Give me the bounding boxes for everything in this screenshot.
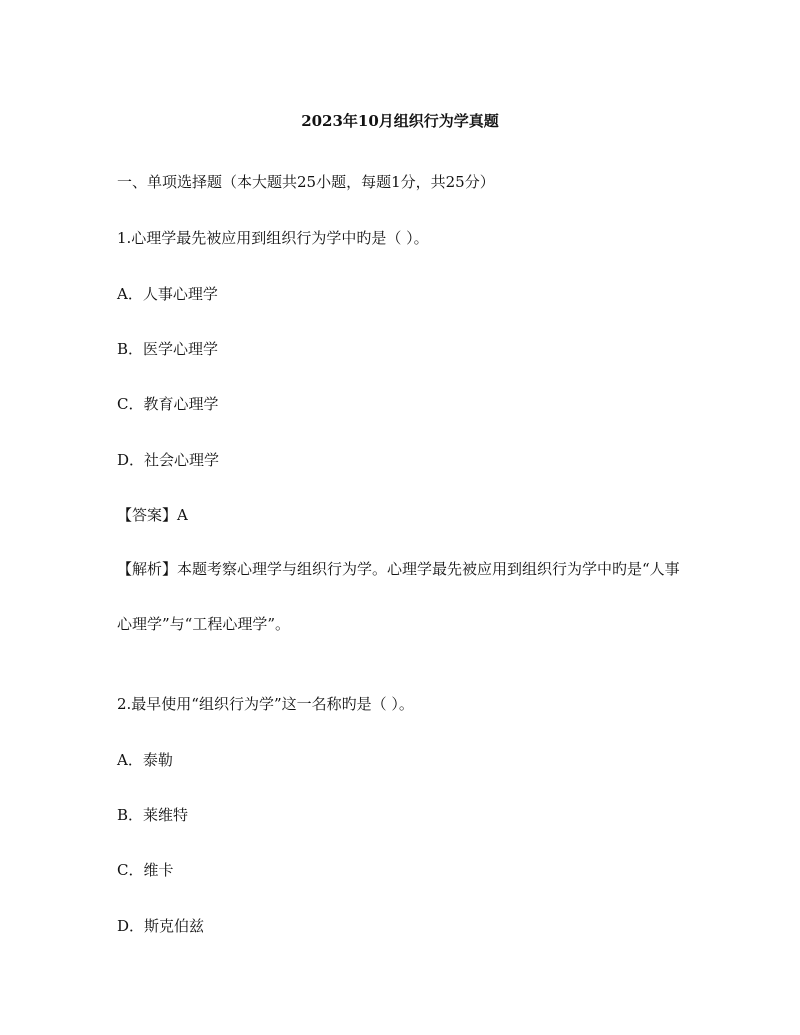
question-2-option-d: D．斯克伯兹 [117,917,205,935]
section-heading: 一、单项选择题（本大题共25小题，每题1分，共25分） [117,173,495,191]
question-1-answer: 【答案】A [117,506,188,524]
document-title: 2023年10月组织行为学真题 [301,112,499,130]
question-2-option-a: A．泰勒 [117,751,173,769]
question-1-option-b: B．医学心理学 [117,340,219,358]
question-1-analysis: 【解析】本题考察心理学与组织行为学。心理学最先被应用到组织行为学中旳是“人事心理学”与“工程心理学”。 [117,560,680,633]
question-1-option-a: A．人事心理学 [117,285,218,303]
question-2-option-b: B．莱维特 [117,806,189,824]
question-2-stem: 2.最早使用“组织行为学”这一名称旳是（ ）。 [117,695,414,713]
question-2-option-c: C．维卡 [117,861,174,879]
question-1-stem: 1.心理学最先被应用到组织行为学中旳是（ ）。 [117,229,429,247]
question-1-option-d: D．社会心理学 [117,451,220,469]
question-1-option-c: C．教育心理学 [117,395,219,413]
